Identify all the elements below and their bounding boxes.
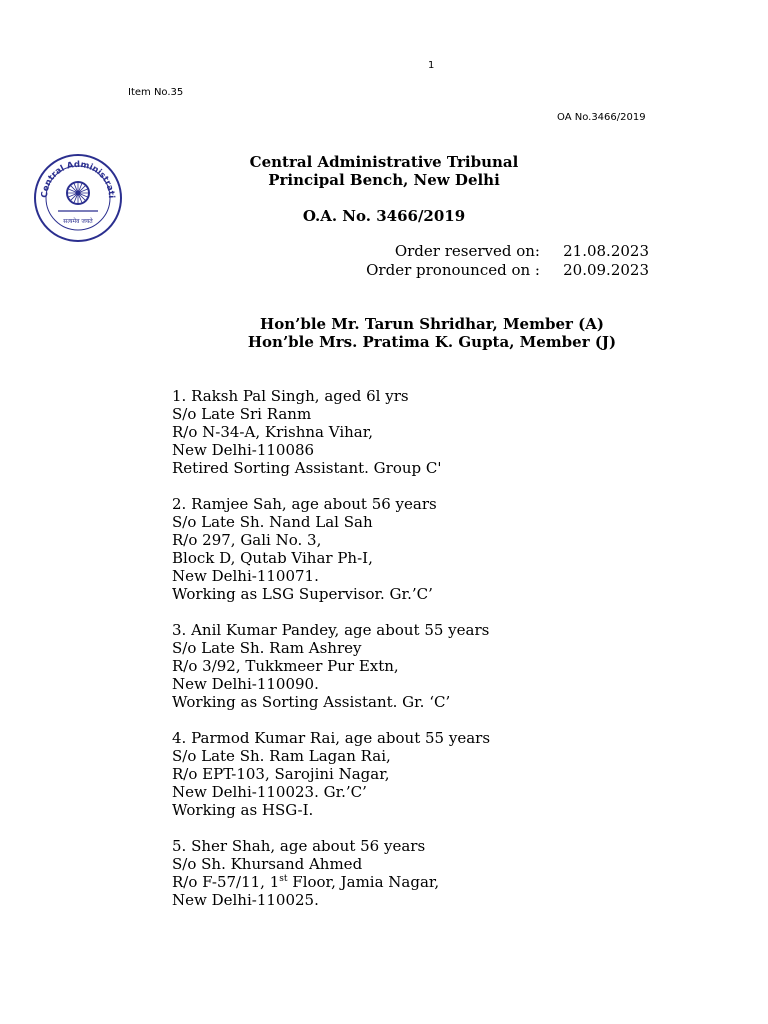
applicant-1-line-1: 1. Raksh Pal Singh, aged 6l yrs [172, 387, 409, 405]
applicant-3-line-5: Working as Sorting Assistant. Gr. ‘C’ [172, 693, 451, 711]
logo-motto: सत्यमेव जयते [63, 218, 93, 225]
order-pronounced-date: 20.09.2023 [563, 261, 649, 279]
applicant-3-line-2: S/o Late Sh. Ram Ashrey [172, 639, 362, 657]
applicant-5-address-end: Floor, Jamia Nagar, [287, 873, 440, 891]
applicant-1-line-5: Retired Sorting Assistant. Group C' [172, 459, 442, 477]
applicant-1-line-3: R/o N-34-A, Krishna Vihar, [172, 423, 374, 441]
applicant-3-line-3: R/o 3/92, Tukkmeer Pur Extn, [172, 657, 399, 675]
applicant-3-line-4: New Delhi-110090. [172, 675, 319, 693]
applicant-4-line-4: New Delhi-110023. Gr.’C’ [172, 783, 367, 801]
applicant-1-line-2: S/o Late Sri Ranm [172, 405, 312, 423]
applicant-4-line-1: 4. Parmod Kumar Rai, age about 55 years [172, 729, 491, 747]
applicant-2-line-3: R/o 297, Gali No. 3, [172, 531, 322, 549]
applicant-5-line-4: New Delhi-110025. [172, 891, 319, 909]
page-number: 1 [428, 60, 435, 71]
order-pronounced-label: Order pronounced on : [366, 261, 540, 279]
applicant-1-line-4: New Delhi-110086 [172, 441, 315, 459]
coram-member-2: Hon’ble Mrs. Pratima K. Gupta, Member (J) [247, 333, 617, 351]
applicant-2-line-5: New Delhi-110071. [172, 567, 319, 585]
oa-reference: OA No.3466/2019 [557, 112, 646, 123]
logo-arc-text: Central Administrati [39, 159, 117, 199]
applicant-2-line-4: Block D, Qutab Vihar Ph-I, [172, 549, 373, 567]
applicant-3-line-1: 3. Anil Kumar Pandey, age about 55 years [172, 621, 490, 639]
applicant-5-address-start: R/o F-57/11, 1 [172, 873, 280, 891]
applicant-4-line-3: R/o EPT-103, Sarojini Nagar, [172, 765, 390, 783]
coram-member-1: Hon’ble Mr. Tarun Shridhar, Member (A) [260, 315, 604, 333]
floor-ordinal: st [279, 874, 288, 884]
item-number: Item No.35 [128, 87, 184, 98]
tribunal-name: Central Administrative Tribunal [249, 153, 519, 171]
applicant-2-line-1: 2. Ramjee Sah, age about 56 years [172, 495, 437, 513]
bench-name: Principal Bench, New Delhi [268, 171, 500, 189]
applicant-5-line-3 [172, 873, 439, 891]
order-reserved-date: 21.08.2023 [563, 242, 649, 260]
oa-number: O.A. No. 3466/2019 [302, 207, 466, 225]
applicant-2-line-6: Working as LSG Supervisor. Gr.’C’ [172, 585, 433, 603]
applicant-2-line-2: S/o Late Sh. Nand Lal Sah [172, 513, 373, 531]
applicant-5-line-1: 5. Sher Shah, age about 56 years [172, 837, 426, 855]
applicant-4-line-2: S/o Late Sh. Ram Lagan Rai, [172, 747, 391, 765]
applicant-4-line-5: Working as HSG-I. [172, 801, 314, 819]
applicant-5-line-2: S/o Sh. Khursand Ahmed [172, 855, 363, 873]
order-reserved-label: Order reserved on: [394, 242, 540, 260]
